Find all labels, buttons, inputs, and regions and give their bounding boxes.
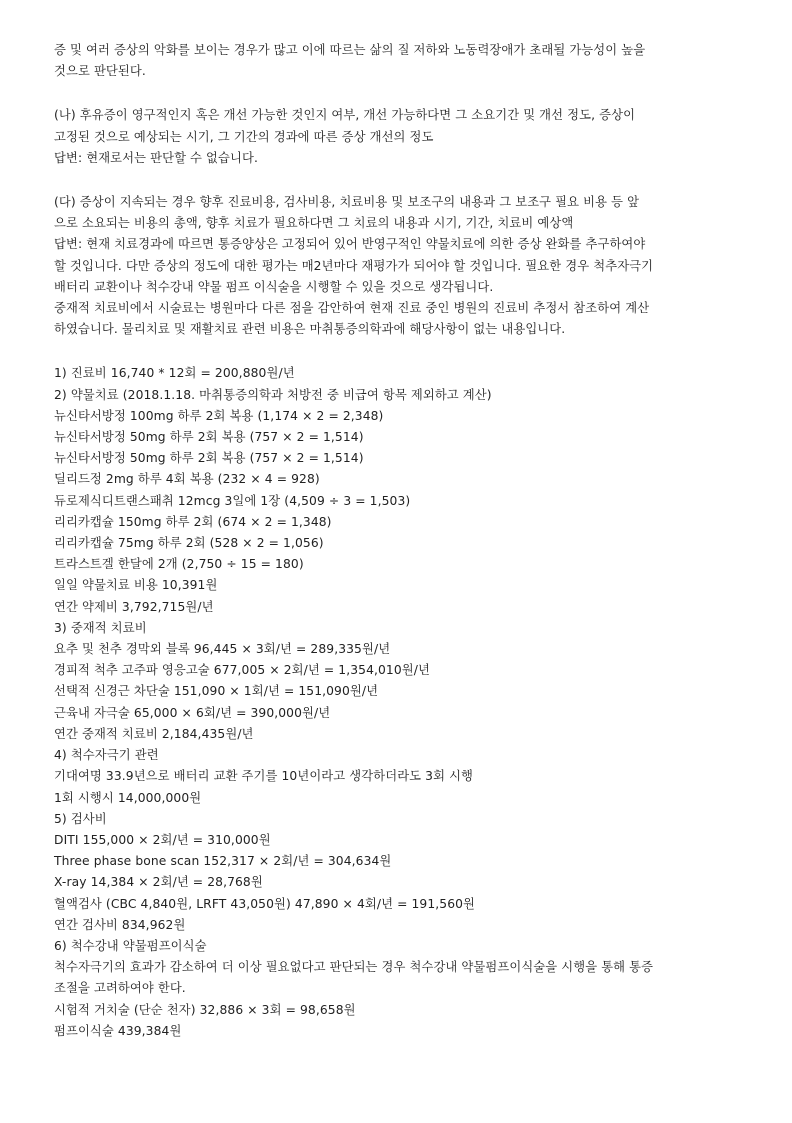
cost-item: 듀로제식디트랜스패취 12mcg 3일에 1장 (4,509 ÷ 3 = 1,503) bbox=[54, 493, 411, 508]
cost-item: 요추 및 천추 경막외 블록 96,445 × 3회/년 = 289,335원/년 bbox=[54, 642, 391, 657]
cost-item: 뉴신타서방정 50mg 하루 2회 복용 (757 × 2 = 1,514) bbox=[54, 430, 364, 445]
answer-line: 할 것입니다. 다만 증상의 정도에 대한 평가는 매2년마다 재평가가 되어야 할 것입니다. 필요한 경우 척추자극기 bbox=[54, 258, 654, 273]
answer-line: 답변: 현재 치료경과에 따르면 통증양상은 고정되어 있어 반영구적인 약물치료에 의한 증상 완화를 추구하여야 bbox=[54, 237, 646, 252]
answer-line: 중재적 치료비에서 시술료는 병원마다 다른 점을 감안하여 현재 진료 중인 병원의 진료비 추정서 참조하여 계산 bbox=[54, 301, 650, 316]
cost-item: 근육내 자극술 65,000 × 6회/년 = 390,000원/년 bbox=[54, 705, 331, 720]
intro-continuation bbox=[54, 40, 742, 82]
cost-item: 1회 시행시 14,000,000원 bbox=[54, 790, 202, 805]
cost-item: 딜리드정 2mg 하루 4회 복용 (232 × 4 = 928) bbox=[54, 472, 320, 487]
cost-item: X-ray 14,384 × 2회/년 = 28,768원 bbox=[54, 875, 263, 890]
cost-item: DITI 155,000 × 2회/년 = 310,000원 bbox=[54, 832, 271, 847]
question-line: 고정된 것으로 예상되는 시기, 그 기간의 경과에 따른 증상 개선의 정도 bbox=[54, 129, 434, 144]
pump-paragraph-line: 조절을 고려하여야 한다. bbox=[54, 981, 186, 996]
cost-item: 연간 약제비 3,792,715원/년 bbox=[54, 599, 214, 614]
section-da bbox=[54, 192, 742, 340]
cost-item: 선택적 신경근 차단술 151,090 × 1회/년 = 151,090원/년 bbox=[54, 684, 379, 699]
cost-item: 연간 중재적 치료비 2,184,435원/년 bbox=[54, 726, 254, 741]
question-line: 으로 소요되는 비용의 총액, 향후 치료가 필요하다면 그 치료의 내용과 시기, 기간, 치료비 예상액 bbox=[54, 216, 574, 231]
cost-item: 1) 진료비 16,740 * 12회 = 200,880원/년 bbox=[54, 366, 295, 381]
pump-paragraph-line: 척수자극기의 효과가 감소하여 더 이상 필요없다고 판단되는 경우 척수강내 약물펌프이식술을 시행을 통해 통증 bbox=[54, 960, 654, 975]
cost-item: 2) 약물치료 (2018.1.18. 마취통증의학과 처방전 중 비급여 항목 제외하고 계산) bbox=[54, 387, 492, 402]
cost-item: 6) 척수강내 약물펌프이식술 bbox=[54, 938, 207, 953]
cost-list bbox=[54, 363, 742, 1042]
answer-line: 배터리 교환이나 척수강내 약물 펌프 이식술을 시행할 수 있을 것으로 생각됩니다. bbox=[54, 279, 494, 294]
cost-item: 시험적 거치술 (단순 천자) 32,886 × 3회 = 98,658원 bbox=[54, 1002, 356, 1017]
cost-item: 트라스트겔 한달에 2개 (2,750 ÷ 15 = 180) bbox=[54, 557, 304, 572]
cost-item: 3) 중재적 치료비 bbox=[54, 620, 147, 635]
question-line: (다) 증상이 지속되는 경우 향후 진료비용, 검사비용, 치료비용 및 보조구의 내용과 그 보조구 필요 비용 등 앞 bbox=[54, 195, 640, 210]
cost-item: 4) 척수자극기 관련 bbox=[54, 748, 159, 763]
cost-item: 경피적 척추 고주파 영응고술 677,005 × 2회/년 = 1,354,010원/년 bbox=[54, 663, 430, 678]
cost-item: Three phase bone scan 152,317 × 2회/년 = 304,634원 bbox=[54, 854, 392, 869]
cost-item: 혈액검사 (CBC 4,840원, LRFT 43,050원) 47,890 × 4회/년 = 191,560원 bbox=[54, 896, 476, 911]
cost-item: 연간 검사비 834,962원 bbox=[54, 917, 186, 932]
cost-item: 리리카캡슐 75mg 하루 2회 (528 × 2 = 1,056) bbox=[54, 536, 324, 551]
cost-item: 펌프이식술 439,384원 bbox=[54, 1023, 182, 1038]
cost-item: 뉴신타서방정 100mg 하루 2회 복용 (1,174 × 2 = 2,348) bbox=[54, 408, 384, 423]
answer-line: 하였습니다. 물리치료 및 재활치료 관련 비용은 마취통증의학과에 해당사항이 없는 내용입니다. bbox=[54, 322, 566, 337]
answer-line: 답변: 현재로서는 판단할 수 없습니다. bbox=[54, 150, 258, 165]
cost-item: 5) 검사비 bbox=[54, 811, 107, 826]
question-line: (나) 후유증이 영구적인지 혹은 개선 가능한 것인지 여부, 개선 가능하다면 그 소요기간 및 개선 정도, 증상이 bbox=[54, 108, 636, 123]
cost-item: 리리카캡슐 150mg 하루 2회 (674 × 2 = 1,348) bbox=[54, 514, 332, 529]
cost-item: 뉴신타서방정 50mg 하루 2회 복용 (757 × 2 = 1,514) bbox=[54, 451, 364, 466]
cost-item: 일일 약물치료 비용 10,391원 bbox=[54, 578, 218, 593]
text-line: 증 및 여러 증상의 악화를 보이는 경우가 많고 이에 따르는 삶의 질 저하와 노동력장애가 초래될 가능성이 높을 bbox=[54, 43, 646, 57]
text-line: 것으로 판단된다. bbox=[54, 64, 146, 79]
cost-item: 기대여명 33.9년으로 배터리 교환 주기를 10년이라고 생각하더라도 3회 시행 bbox=[54, 769, 474, 784]
section-na bbox=[54, 105, 742, 169]
